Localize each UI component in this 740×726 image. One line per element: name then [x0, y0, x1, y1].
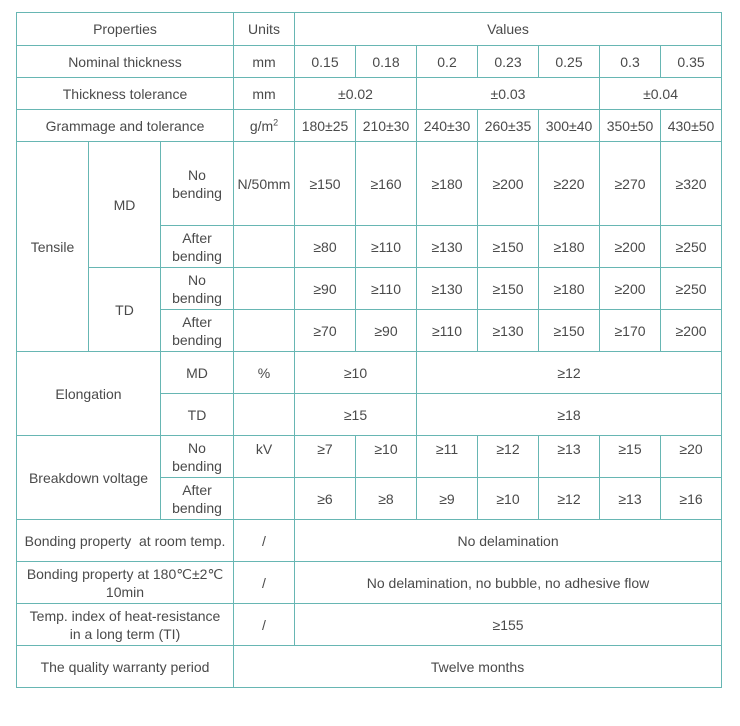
value-cell: ≥15 — [295, 394, 417, 436]
tensile-unit: N/50mm — [234, 142, 295, 226]
empty-unit-cell — [234, 310, 295, 352]
value-cell: ≥250 — [661, 268, 722, 310]
elongation-label: Elongation — [17, 352, 161, 436]
value-cell: ≥13 — [539, 436, 600, 478]
value-cell: 0.23 — [478, 46, 539, 78]
value-cell: 180±25 — [295, 110, 356, 142]
no-bending-label: No bending — [161, 436, 234, 478]
properties-table — [16, 12, 722, 688]
value-cell: ≥250 — [661, 226, 722, 268]
nominal-thickness-label: Nominal thickness — [17, 46, 234, 78]
tensile-label: Tensile — [17, 142, 89, 352]
header-row — [17, 13, 722, 46]
after-bending-label: After bending — [161, 310, 234, 352]
value-cell: ≥110 — [356, 226, 417, 268]
value-cell: ≥180 — [539, 226, 600, 268]
grammage-unit: $g/m^2$ — [234, 110, 295, 142]
value-cell: ≥16 — [661, 478, 722, 520]
thickness-tolerance-row — [17, 78, 722, 110]
empty-unit-cell — [234, 394, 295, 436]
value-cell: 0.15 — [295, 46, 356, 78]
bonding-hot-unit: / — [234, 562, 295, 604]
temp-index-unit: / — [234, 604, 295, 646]
bonding-hot-value: No delamination, no bubble, no adhesive flow — [295, 562, 722, 604]
value-cell: 350±50 — [600, 110, 661, 142]
value-cell: ±0.02 — [295, 78, 417, 110]
tensile-md-no-bending-row — [17, 142, 722, 226]
value-cell: ≥20 — [661, 436, 722, 478]
header-values: Values — [295, 13, 722, 46]
empty-unit-cell — [234, 478, 295, 520]
value-cell: ≥130 — [417, 226, 478, 268]
value-cell: ≥150 — [295, 142, 356, 226]
value-cell: ≥12 — [539, 478, 600, 520]
value-cell: ≥10 — [295, 352, 417, 394]
empty-unit-cell — [234, 268, 295, 310]
warranty-value: Twelve months — [234, 646, 722, 688]
value-cell: ≥160 — [356, 142, 417, 226]
no-bending-label: No bending — [161, 142, 234, 226]
tensile-td-label: TD — [89, 268, 161, 352]
value-cell: ≥200 — [600, 226, 661, 268]
value-cell: ≥220 — [539, 142, 600, 226]
tensile-td-no-bending-row — [17, 268, 722, 310]
value-cell: ≥7 — [295, 436, 356, 478]
value-cell: ≥90 — [356, 310, 417, 352]
no-bending-label: No bending — [161, 268, 234, 310]
thickness-tolerance-unit: mm — [234, 78, 295, 110]
value-cell: ≥320 — [661, 142, 722, 226]
value-cell: 430±50 — [661, 110, 722, 142]
value-cell: ≥10 — [356, 436, 417, 478]
breakdown-no-bending-row — [17, 436, 722, 478]
temp-index-value: ≥155 — [295, 604, 722, 646]
value-cell: ≥15 — [600, 436, 661, 478]
value-cell: ≥170 — [600, 310, 661, 352]
empty-unit-cell — [234, 226, 295, 268]
value-cell: ≥110 — [356, 268, 417, 310]
bonding-hot-label: Bonding property at 180℃±2℃ 10min — [17, 562, 234, 604]
temp-index-row — [17, 604, 722, 646]
value-cell: 0.2 — [417, 46, 478, 78]
header-units: Units — [234, 13, 295, 46]
value-cell: ≥180 — [539, 268, 600, 310]
grammage-row — [17, 110, 722, 142]
value-cell: ≥200 — [661, 310, 722, 352]
after-bending-label: After bending — [161, 478, 234, 520]
breakdown-voltage-label: Breakdown voltage — [17, 436, 161, 520]
bonding-room-temp-value: No delamination — [295, 520, 722, 562]
value-cell: 210±30 — [356, 110, 417, 142]
grammage-label: Grammage and tolerance — [17, 110, 234, 142]
elongation-unit: % — [234, 352, 295, 394]
value-cell: ±0.03 — [417, 78, 600, 110]
elongation-md-row — [17, 352, 722, 394]
value-cell: 300±40 — [539, 110, 600, 142]
value-cell: ≥13 — [600, 478, 661, 520]
nominal-thickness-row — [17, 46, 722, 78]
value-cell: ≥18 — [417, 394, 722, 436]
elongation-md-label: MD — [161, 352, 234, 394]
bonding-room-temp-unit: / — [234, 520, 295, 562]
value-cell: 240±30 — [417, 110, 478, 142]
after-bending-label: After bending — [161, 226, 234, 268]
value-cell: 260±35 — [478, 110, 539, 142]
value-cell: ≥70 — [295, 310, 356, 352]
value-cell: 0.18 — [356, 46, 417, 78]
value-cell: ≥12 — [478, 436, 539, 478]
value-cell: ≥150 — [539, 310, 600, 352]
tensile-md-label: MD — [89, 142, 161, 268]
value-cell: ≥12 — [417, 352, 722, 394]
value-cell: ≥110 — [417, 310, 478, 352]
warranty-row — [17, 646, 722, 688]
value-cell: ≥130 — [417, 268, 478, 310]
nominal-thickness-unit: mm — [234, 46, 295, 78]
bonding-hot-row — [17, 562, 722, 604]
thickness-tolerance-label: Thickness tolerance — [17, 78, 234, 110]
bonding-room-temp-row — [17, 520, 722, 562]
temp-index-label: Temp. index of heat-resistance in a long term (TI) — [17, 604, 234, 646]
value-cell: ≥90 — [295, 268, 356, 310]
value-cell: 0.35 — [661, 46, 722, 78]
value-cell: ≥9 — [417, 478, 478, 520]
value-cell: 0.25 — [539, 46, 600, 78]
value-cell: ≥200 — [600, 268, 661, 310]
breakdown-unit: kV — [234, 436, 295, 478]
value-cell: ±0.04 — [600, 78, 722, 110]
warranty-label: The quality warranty period — [17, 646, 234, 688]
value-cell: ≥80 — [295, 226, 356, 268]
header-properties: Properties — [17, 13, 234, 46]
elongation-td-label: TD — [161, 394, 234, 436]
value-cell: ≥6 — [295, 478, 356, 520]
value-cell: ≥180 — [417, 142, 478, 226]
value-cell: ≥150 — [478, 268, 539, 310]
value-cell: ≥200 — [478, 142, 539, 226]
value-cell: 0.3 — [600, 46, 661, 78]
value-cell: ≥130 — [478, 310, 539, 352]
value-cell: ≥8 — [356, 478, 417, 520]
value-cell: ≥11 — [417, 436, 478, 478]
bonding-room-temp-label: Bonding property at room temp. — [17, 520, 234, 562]
value-cell: ≥150 — [478, 226, 539, 268]
value-cell: ≥10 — [478, 478, 539, 520]
value-cell: ≥270 — [600, 142, 661, 226]
